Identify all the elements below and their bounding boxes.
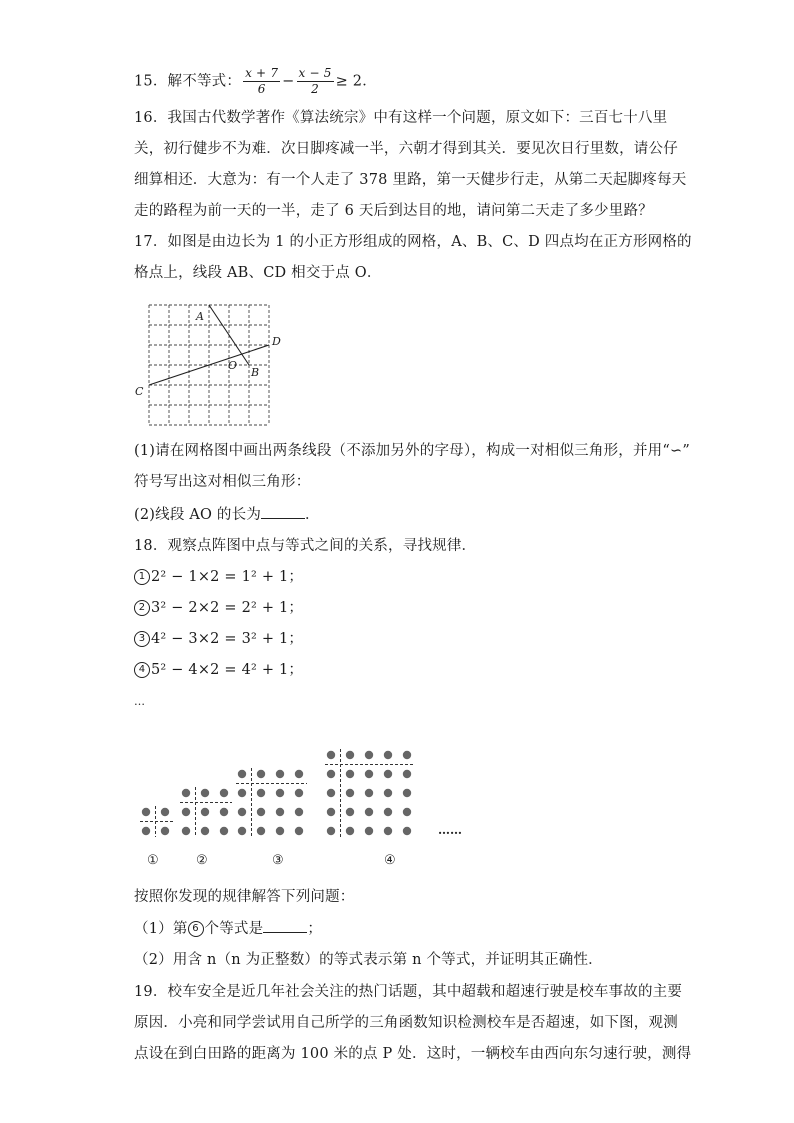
- label-b: B: [251, 366, 260, 379]
- dot: [346, 751, 354, 759]
- q15-frac1-numerator: x + 7: [245, 66, 279, 80]
- dot: [201, 789, 209, 797]
- q18-part1-number: 6: [188, 921, 204, 937]
- dot: [238, 789, 246, 797]
- dot: [276, 827, 284, 835]
- dot: [365, 808, 373, 816]
- q18-part1-suffix: ；: [307, 921, 323, 937]
- dot: [365, 827, 373, 835]
- dot: [346, 770, 354, 778]
- dot: [403, 789, 411, 797]
- q18-ellipsis: …: [134, 695, 146, 708]
- dot: [327, 751, 335, 759]
- q18-eq1-number: 1: [134, 569, 150, 585]
- label-a: A: [196, 310, 204, 323]
- dot: [257, 808, 265, 816]
- dot: [403, 751, 411, 759]
- dot-trailing-ellipsis: ……: [438, 823, 462, 837]
- q15-frac1-denominator: 6: [257, 82, 266, 96]
- q17-part2-line: [134, 504, 320, 525]
- dot-array-4: [325, 749, 415, 837]
- dot: [327, 770, 335, 778]
- dot: [161, 808, 169, 816]
- q18-part2: （2）用含 n（n 为正整数）的等式表示第 n 个等式，并证明其正确性．: [134, 952, 603, 968]
- q17-grid-figure: [130, 300, 290, 430]
- dot: [384, 751, 392, 759]
- dot-label-3: ③: [272, 853, 284, 868]
- q18-instruction: 按照你发现的规律解答下列问题：: [134, 889, 355, 905]
- q18-equation-2: [134, 598, 303, 618]
- dot: [238, 827, 246, 835]
- dot: [346, 808, 354, 816]
- dot: [276, 808, 284, 816]
- q19-line-1: 19．校车安全是近几年社会关注的热门话题，其中超载和超速行驶是校车事故的主要: [134, 984, 683, 1000]
- dot: [327, 827, 335, 835]
- q17-answer-blank[interactable]: [261, 504, 305, 519]
- dot: [238, 808, 246, 816]
- dot: [403, 770, 411, 778]
- q15-fraction-1: [243, 66, 280, 97]
- dot: [346, 789, 354, 797]
- q15-line: [134, 66, 377, 97]
- q18-equation-1: [134, 567, 303, 587]
- dot-label-1: ①: [147, 853, 159, 868]
- q18-part1-prefix: （1）第: [134, 921, 188, 937]
- dot-array-2: [180, 787, 232, 837]
- q15-frac2-numerator: x − 5: [298, 66, 332, 80]
- q18-dot-array-figure: [138, 730, 478, 870]
- q18-equation-3: [134, 629, 303, 649]
- q18-part1: [134, 918, 322, 939]
- q18-eq3-number: 3: [134, 631, 150, 647]
- q15-prefix: 15．解不等式：: [134, 73, 242, 90]
- dot: [257, 789, 265, 797]
- dot: [182, 827, 190, 835]
- q18-eq2-text: 3² − 2×2 = 2² + 1；: [151, 600, 304, 616]
- label-o: O: [228, 359, 238, 372]
- dot-label-4: ④: [384, 853, 396, 868]
- dot: [384, 808, 392, 816]
- dot: [365, 751, 373, 759]
- dot: [257, 827, 265, 835]
- q18-eq4-number: 4: [134, 662, 150, 678]
- dot: [201, 827, 209, 835]
- q18-eq1-text: 2² − 1×2 = 1² + 1；: [151, 569, 304, 585]
- dot: [142, 827, 150, 835]
- dot: [257, 770, 265, 778]
- dot-groups: [140, 749, 415, 837]
- q17-line-2: 格点上，线段 AB、CD 相交于点 O．: [134, 265, 382, 281]
- dot: [220, 827, 228, 835]
- q15-tail: ≥ 2．: [335, 73, 377, 90]
- dot: [403, 808, 411, 816]
- dot: [238, 770, 246, 778]
- q16-line-3: 细算相还．大意为：有一个人走了 378 里路，第一天健步行走，从第二天起脚疼每天: [134, 172, 687, 188]
- q18-eq3-text: 4² − 3×2 = 3² + 1；: [151, 631, 304, 647]
- dot: [403, 827, 411, 835]
- dot: [142, 808, 150, 816]
- q17-part2-suffix: ．: [305, 507, 320, 523]
- dot: [295, 789, 303, 797]
- dot: [201, 808, 209, 816]
- dot: [384, 770, 392, 778]
- dot: [327, 808, 335, 816]
- dot: [276, 789, 284, 797]
- q18-eq4-text: 5² − 4×2 = 4² + 1；: [151, 662, 304, 678]
- dot: [220, 789, 228, 797]
- dot: [327, 789, 335, 797]
- dot: [276, 770, 284, 778]
- q15-minus: −: [282, 73, 295, 90]
- q16-line-1: 16．我国古代数学著作《算法统宗》中有这样一个问题，原文如下：三百七十八里: [134, 110, 668, 126]
- label-d: D: [272, 335, 281, 348]
- dot: [346, 827, 354, 835]
- dot-label-2: ②: [196, 853, 208, 868]
- dot: [365, 789, 373, 797]
- q18-equation-4: [134, 660, 303, 680]
- dot: [365, 770, 373, 778]
- dot-array-1: [140, 806, 173, 837]
- dot: [182, 789, 190, 797]
- q15-frac2-denominator: 2: [311, 82, 319, 96]
- dot: [295, 770, 303, 778]
- q17-part1-line-2: 符号写出这对相似三角形：: [134, 474, 311, 490]
- q18-intro: 18．观察点阵图中点与等式之间的关系，寻找规律．: [134, 538, 477, 554]
- dot: [295, 808, 303, 816]
- q15-fraction-2: [297, 66, 334, 97]
- q18-part1-mid: 个等式是: [204, 921, 264, 937]
- dot: [295, 827, 303, 835]
- dot-array-3: [236, 768, 307, 837]
- q19-line-3: 点设在到白田路的距离为 100 米的点 P 处．这时，一辆校车由西向东匀速行驶，测得: [134, 1046, 692, 1062]
- q17-part1-line-1: (1)请在网格图中画出两条线段（不添加另外的字母），构成一对相似三角形，并用“∽”: [134, 443, 690, 459]
- label-c: C: [135, 385, 144, 398]
- dot: [384, 789, 392, 797]
- q19-line-2: 原因．小亮和同学尝试用自己所学的三角函数知识检测校车是否超速，如下图，观测: [134, 1015, 678, 1031]
- dot: [384, 827, 392, 835]
- q16-line-2: 关，初行健步不为难．次日脚疼减一半，六朝才得到其关．要见次日行里数，请公仔: [134, 141, 678, 157]
- q18-part1-answer-blank[interactable]: [263, 918, 307, 933]
- q18-eq2-number: 2: [134, 600, 150, 616]
- dot: [161, 827, 169, 835]
- q17-part2-prefix: (2)线段 AO 的长为: [134, 507, 262, 523]
- q17-line-1: 17．如图是由边长为 1 的小正方形组成的网格，A、B、C、D 四点均在正方形网格的: [134, 234, 692, 250]
- dot: [220, 808, 228, 816]
- dot: [182, 808, 190, 816]
- q16-line-4: 走的路程为前一天的一半，走了 6 天后到达目的地，请问第二天走了多少里路？: [134, 203, 653, 219]
